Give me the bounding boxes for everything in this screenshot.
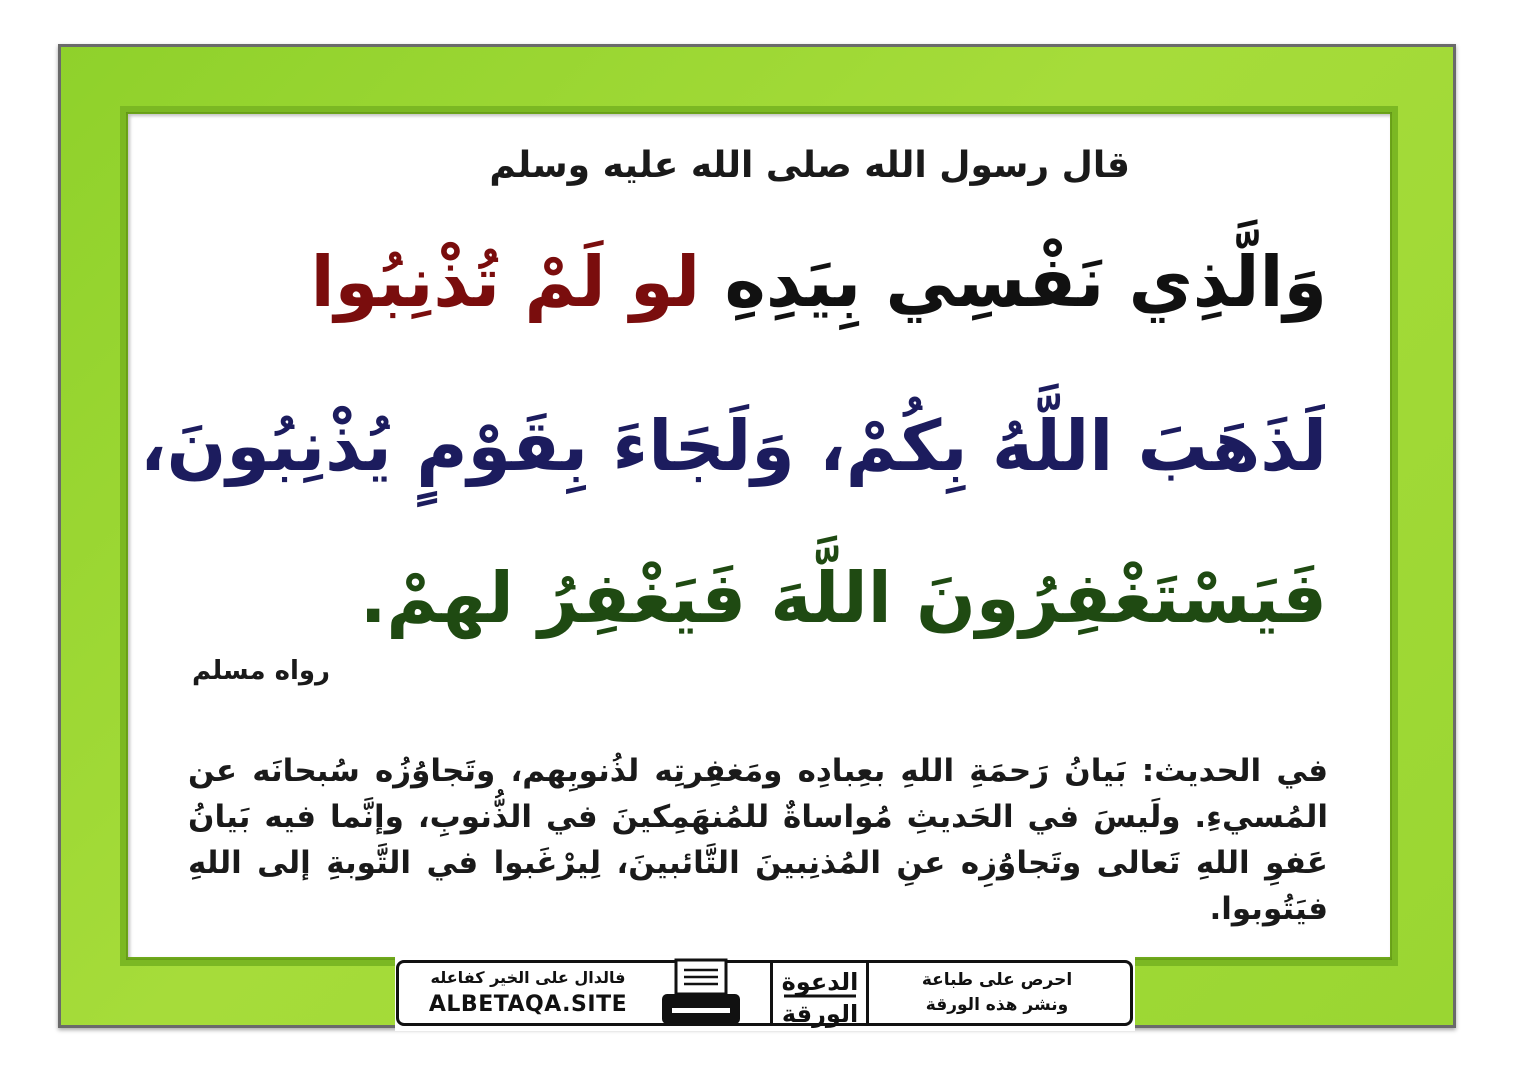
albetaqa-logo [776, 960, 864, 1028]
footer-tagline: فالدال على الخير كفاعله [430, 968, 626, 987]
commentary-paragraph: في الحديث: بَيانُ رَحمَةِ اللهِ بعِبادِه ومَغفِرتِه لذُنوبِهم، وتَجاوُزُه سُبحانَه عن المُسيءِ. ولَيسَ في الحَديثِ مُواساةٌ للمُنهَمِكينَ في الذُّنوبِ، وإنَّما فيه بَيانُ عَفوِ اللهِ تَعالى وتَجاوُزِه عنِ المُذنِبينَ التَّائبينَ، لِيرْغَبوا في التَّوبةِ إلى اللهِ فيَتُوبوا. [188, 753, 1328, 927]
footer-divider-left [770, 963, 773, 1023]
hadith-line-1 [311, 232, 1327, 332]
intro-heading: قال رسول الله صلى الله عليه وسلم [489, 145, 1130, 186]
logo-text-top: الدعوة [781, 968, 859, 996]
hadith-line-3: فَيَسْتَغْفِرُونَ اللَّهَ فَيَغْفِرُ لهمْ. [359, 557, 1327, 639]
footer-print-line-1: احرص على طباعة [921, 970, 1073, 990]
hadith-source: رواه مسلم [192, 656, 330, 686]
footer-print-line-2: ونشر هذه الورقة [925, 995, 1069, 1015]
footer-site-block [402, 966, 654, 1020]
logo-text-bottom: الورقة [781, 1000, 859, 1028]
footer-site-link[interactable]: ALBETAQA.SITE [428, 992, 628, 1017]
footer-print-note [872, 968, 1122, 1018]
hadith-line-1-black: وَالَّذِي نَفْسِي بِيَدِهِ [700, 241, 1327, 323]
printer-icon [660, 958, 742, 1028]
hadith-line-1-red: لو لَمْ تُذْنِبُوا [310, 241, 701, 323]
hadith-line-2: لَذَهَبَ اللَّهُ بِكُمْ، وَلَجَاءَ بِقَوْمٍ يُذْنِبُونَ، [140, 405, 1327, 487]
footer-divider-right [866, 963, 869, 1023]
